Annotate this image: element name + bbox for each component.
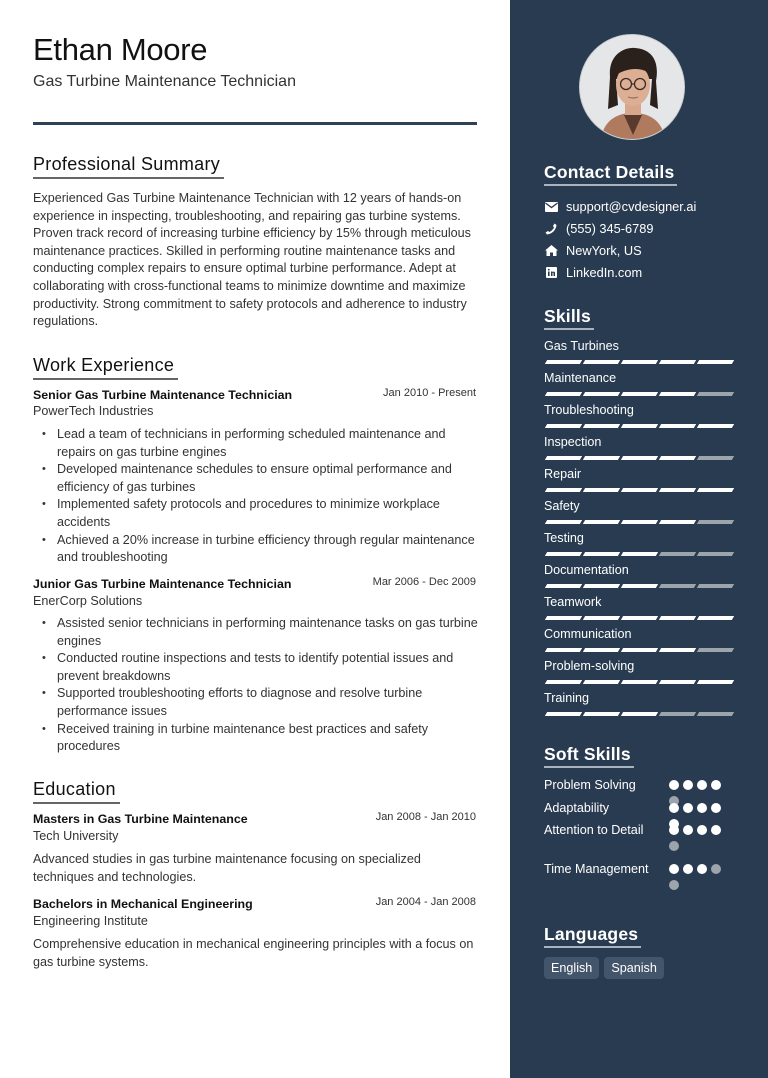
rating-segment (545, 520, 582, 524)
soft-skill-name: Problem Solving (544, 778, 636, 792)
rating-segment (621, 424, 658, 428)
rating-segment (697, 392, 734, 396)
degree-dates: Jan 2008 - Jan 2010 (375, 811, 476, 823)
rating-segment (697, 584, 734, 588)
languages-heading: Languages (544, 924, 641, 948)
linkedin-text[interactable]: LinkedIn.com (566, 265, 643, 280)
languages-list (544, 957, 664, 979)
skill-name: Communication (544, 627, 632, 641)
rating-segment (621, 648, 658, 652)
rating-dot (697, 825, 707, 835)
language-chip: Spanish (604, 957, 664, 979)
job-dates: Mar 2006 - Dec 2009 (372, 576, 476, 588)
rating-segment (621, 488, 658, 492)
degree-dates: Jan 2004 - Jan 2008 (375, 896, 476, 908)
rating-segment (621, 680, 658, 684)
skill-rating-bar (546, 584, 733, 588)
degree-description: Comprehensive education in mechanical engineering principles with a focus on gas turbine systems. (33, 937, 474, 969)
skill-name: Safety (544, 499, 580, 513)
job-bullet: • Assisted senior technicians in performing maintenance tasks on gas turbine engines (33, 615, 478, 650)
rating-segment (659, 360, 696, 364)
skill-rating-bar (546, 616, 733, 620)
soft-skill-name: Adaptability (544, 801, 610, 815)
rating-segment (583, 488, 620, 492)
rating-segment (545, 360, 582, 364)
rating-dot (697, 803, 707, 813)
rating-dot (711, 864, 721, 874)
soft-skill-rating (669, 825, 724, 851)
header-divider (33, 122, 477, 125)
rating-dot (669, 880, 679, 890)
rating-segment (697, 712, 734, 716)
rating-segment (697, 360, 734, 364)
rating-segment (659, 520, 696, 524)
person-avatar-icon (580, 35, 685, 140)
skill-name: Training (544, 691, 590, 705)
rating-dot (669, 803, 679, 813)
skill-rating-bar (546, 488, 733, 492)
rating-segment (659, 712, 696, 716)
skill-name: Inspection (544, 435, 602, 449)
contact-email[interactable] (544, 199, 696, 214)
skill-name: Documentation (544, 563, 629, 577)
rating-segment (621, 360, 658, 364)
rating-segment (583, 424, 620, 428)
job-bullet: • Received training in turbine maintenance best practices and safety procedures (33, 721, 478, 756)
degree-description: Advanced studies in gas turbine maintenance focusing on specialized techniques and technologies. (33, 852, 421, 884)
job-dates: Jan 2010 - Present (383, 387, 476, 399)
rating-segment (697, 424, 734, 428)
rating-segment (583, 552, 620, 556)
rating-segment (659, 680, 696, 684)
home-icon (544, 244, 558, 258)
rating-segment (621, 584, 658, 588)
experience-heading: Work Experience (33, 355, 178, 380)
contact-linkedin[interactable] (544, 265, 642, 280)
rating-dot (697, 780, 707, 790)
skill-name: Testing (544, 531, 584, 545)
rating-segment (545, 552, 582, 556)
skill-rating-bar (546, 360, 733, 364)
rating-dot (669, 864, 679, 874)
job-bullet: • Developed maintenance schedules to ensure optimal performance and efficiency of gas turbines (33, 461, 478, 496)
rating-dot (711, 803, 721, 813)
skill-rating-bar (546, 680, 733, 684)
skill-name: Problem-solving (544, 659, 635, 673)
skill-rating-bar (546, 712, 733, 716)
skill-rating-bar (546, 456, 733, 460)
school-name: Engineering Institute (33, 914, 148, 928)
rating-dot (697, 864, 707, 874)
rating-segment (659, 424, 696, 428)
skills-heading: Skills (544, 306, 594, 330)
soft-skill-name: Attention to Detail (544, 823, 644, 837)
rating-dot (711, 825, 721, 835)
job-title: Junior Gas Turbine Maintenance Technician (33, 577, 292, 591)
skill-rating-bar (546, 520, 733, 524)
rating-dot (683, 825, 693, 835)
contact-heading: Contact Details (544, 162, 677, 186)
candidate-title: Gas Turbine Maintenance Technician (33, 73, 296, 90)
rating-dot (683, 780, 693, 790)
skill-rating-bar (546, 424, 733, 428)
skill-rating-bar (546, 648, 733, 652)
soft-skill-name: Time Management (544, 862, 649, 876)
job-company: EnerCorp Solutions (33, 594, 143, 608)
job-bullet: • Conducted routine inspections and tests to identify potential issues and prevent breakdowns (33, 650, 478, 685)
soft-skill-rating (669, 864, 724, 890)
rating-segment (545, 392, 582, 396)
degree-title: Masters in Gas Turbine Maintenance (33, 812, 248, 826)
skill-rating-bar (546, 392, 733, 396)
rating-segment (659, 392, 696, 396)
job-bullet: • Supported troubleshooting efforts to diagnose and resolve turbine performance issues (33, 685, 478, 720)
phone-icon (544, 222, 558, 236)
rating-segment (545, 584, 582, 588)
job-bullet: • Lead a team of technicians in performing scheduled maintenance and repairs on gas turbine engines (33, 426, 478, 461)
rating-dot (683, 864, 693, 874)
rating-segment (583, 616, 620, 620)
rating-segment (621, 520, 658, 524)
rating-segment (545, 616, 582, 620)
rating-segment (621, 392, 658, 396)
skill-name: Maintenance (544, 371, 617, 385)
skill-name: Teamwork (544, 595, 602, 609)
rating-segment (621, 456, 658, 460)
rating-segment (583, 648, 620, 652)
rating-segment (545, 680, 582, 684)
location-text: NewYork, US (566, 243, 642, 258)
job-title: Senior Gas Turbine Maintenance Technician (33, 388, 293, 402)
candidate-name: Ethan Moore (33, 32, 208, 67)
linkedin-icon (544, 266, 558, 280)
rating-segment (697, 520, 734, 524)
education-heading: Education (33, 779, 120, 804)
rating-dot (669, 825, 679, 835)
rating-dot (669, 780, 679, 790)
job-company: PowerTech Industries (33, 404, 154, 418)
rating-segment (545, 712, 582, 716)
rating-segment (659, 488, 696, 492)
rating-segment (697, 648, 734, 652)
email-text[interactable]: support@cvdesigner.ai (566, 199, 697, 214)
rating-segment (583, 456, 620, 460)
profile-photo (579, 34, 685, 140)
rating-segment (545, 424, 582, 428)
job-bullet: • Implemented safety protocols and procedures to minimize workplace accidents (33, 496, 478, 531)
job-bullets (33, 426, 478, 567)
rating-segment (697, 456, 734, 460)
rating-dot (669, 841, 679, 851)
rating-segment (697, 552, 734, 556)
rating-segment (659, 456, 696, 460)
skill-rating-bar (546, 552, 733, 556)
rating-segment (697, 616, 734, 620)
rating-segment (583, 392, 620, 396)
skill-name: Gas Turbines (544, 339, 619, 353)
rating-segment (545, 456, 582, 460)
soft-skills-heading: Soft Skills (544, 744, 634, 768)
rating-segment (583, 712, 620, 716)
rating-segment (659, 584, 696, 588)
rating-segment (545, 648, 582, 652)
rating-segment (583, 680, 620, 684)
envelope-icon (544, 200, 558, 214)
rating-segment (659, 616, 696, 620)
rating-dot (683, 803, 693, 813)
rating-segment (697, 680, 734, 684)
skill-name: Repair (544, 467, 582, 481)
contact-phone[interactable] (544, 221, 654, 236)
rating-segment (583, 584, 620, 588)
summary-heading: Professional Summary (33, 154, 224, 179)
rating-segment (659, 552, 696, 556)
language-chip: English (544, 957, 599, 979)
rating-dot (711, 780, 721, 790)
job-bullets (33, 615, 478, 756)
rating-segment (583, 360, 620, 364)
rating-segment (621, 552, 658, 556)
rating-segment (621, 712, 658, 716)
rating-segment (583, 520, 620, 524)
school-name: Tech University (33, 829, 119, 843)
summary-text: Experienced Gas Turbine Maintenance Technician with 12 years of hands-on experience in inspecting, troubleshooting, and repairing gas turbine systems. Proven track record of increasing turbine efficiency by 15% through meticulous maintenance practices. Skilled in performing routine maintenance tasks and conducting complex repairs to ensure optimal turbine performance. Adept at collaborating with cross-functional teams to minimize downtime and maximize productivity. Strong commitment to safety protocols and adherence to industry regulations. (33, 191, 471, 329)
job-bullet: • Achieved a 20% increase in turbine efficiency through regular maintenance and troubleshooting (33, 532, 478, 567)
rating-segment (659, 648, 696, 652)
rating-segment (621, 616, 658, 620)
contact-location (544, 243, 642, 258)
phone-text[interactable]: (555) 345-6789 (566, 221, 654, 236)
rating-segment (697, 488, 734, 492)
rating-segment (545, 488, 582, 492)
degree-title: Bachelors in Mechanical Engineering (33, 897, 253, 911)
skill-name: Troubleshooting (544, 403, 634, 417)
